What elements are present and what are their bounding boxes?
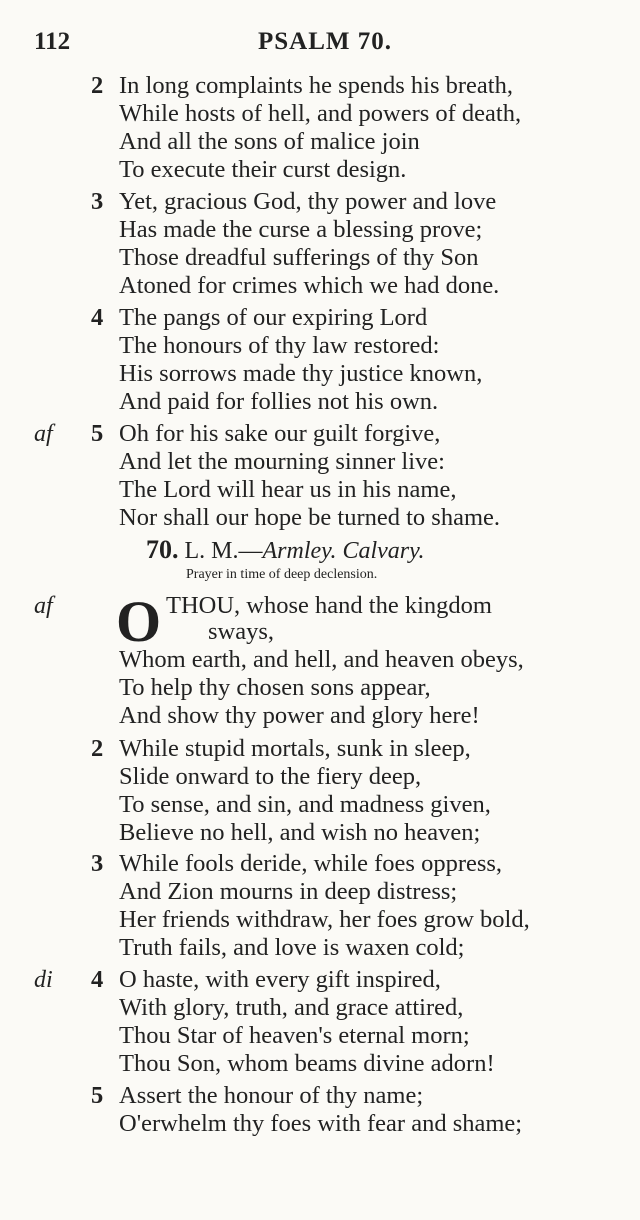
verse-line: And all the sons of malice join (119, 128, 420, 155)
verse-line: And let the mourning sinner live: (119, 448, 445, 475)
verse-line: Atoned for crimes which we had done. (119, 272, 500, 299)
verse-line: Assert the honour of thy name; (119, 1082, 424, 1109)
verse-line: While fools deride, while foes oppress, (119, 850, 503, 877)
verse-line: Slide onward to the fiery deep, (119, 763, 422, 790)
verse-line: Believe no hell, and wish no heaven; (119, 819, 481, 846)
margin-mark: af (34, 421, 53, 447)
verse-line: Her friends withdraw, her foes grow bold, (119, 906, 530, 933)
verse-line: Oh for his sake our guilt forgive, (119, 420, 441, 447)
verse-line: O haste, with every gift inspired, (119, 966, 441, 993)
stanza-number: 3 (91, 188, 104, 215)
running-title: PSALM 70. (258, 28, 392, 55)
verse-line: Thou Son, whom beams divine adorn! (119, 1050, 495, 1077)
verse-line: sways, (208, 618, 275, 645)
hymn-number: 70. (146, 535, 179, 564)
stanza-number: 5 (91, 1082, 104, 1109)
verse-line: THOU, whose hand the kingdom (166, 592, 492, 619)
margin-mark: di (34, 967, 53, 993)
stanza-number: 4 (91, 304, 104, 331)
verse-line: Whom earth, and hell, and heaven obeys, (119, 646, 524, 673)
verse-line: With glory, truth, and grace attired, (119, 994, 464, 1021)
drop-cap: O (116, 589, 162, 654)
hymn-tunes: Armley. Calvary. (262, 538, 425, 564)
margin-mark: af (34, 593, 53, 619)
verse-line: To help thy chosen sons appear, (119, 674, 431, 701)
verse-line: Yet, gracious God, thy power and love (119, 188, 497, 215)
verse-line: The honours of thy law restored: (119, 332, 440, 359)
verse-line: And paid for follies not his own. (119, 388, 439, 415)
verse-line: The pangs of our expiring Lord (119, 304, 428, 331)
verse-line: Those dreadful sufferings of thy Son (119, 244, 479, 271)
verse-line: Nor shall our hope be turned to shame. (119, 504, 501, 531)
hymn-subtitle: Prayer in time of deep declension. (186, 567, 378, 582)
verse-line: Truth fails, and love is waxen cold; (119, 934, 465, 961)
verse-line: To sense, and sin, and madness given, (119, 791, 491, 818)
verse-line: To execute their curst design. (119, 156, 407, 183)
verse-line: And Zion mourns in deep distress; (119, 878, 458, 905)
stanza-number: 3 (91, 850, 104, 877)
verse-line: Has made the curse a blessing prove; (119, 216, 483, 243)
hymn-heading (146, 536, 424, 565)
verse-line: While stupid mortals, sunk in sleep, (119, 735, 471, 762)
verse-line: While hosts of hell, and powers of death, (119, 100, 522, 127)
hymn-meter: L. M.— (184, 538, 263, 564)
verse-line: And show thy power and glory here! (119, 702, 480, 729)
stanza-number: 5 (91, 420, 104, 447)
verse-line: The Lord will hear us in his name, (119, 476, 457, 503)
verse-line: His sorrows made thy justice known, (119, 360, 483, 387)
stanza-number: 2 (91, 72, 104, 99)
page-header (0, 28, 640, 62)
page-number: 112 (34, 28, 71, 55)
stanza-number: 4 (91, 966, 104, 993)
verse-line: In long complaints he spends his breath, (119, 72, 513, 99)
stanza-number: 2 (91, 735, 104, 762)
verse-line: O'erwhelm thy foes with fear and shame; (119, 1110, 523, 1137)
verse-line: Thou Star of heaven's eternal morn; (119, 1022, 470, 1049)
